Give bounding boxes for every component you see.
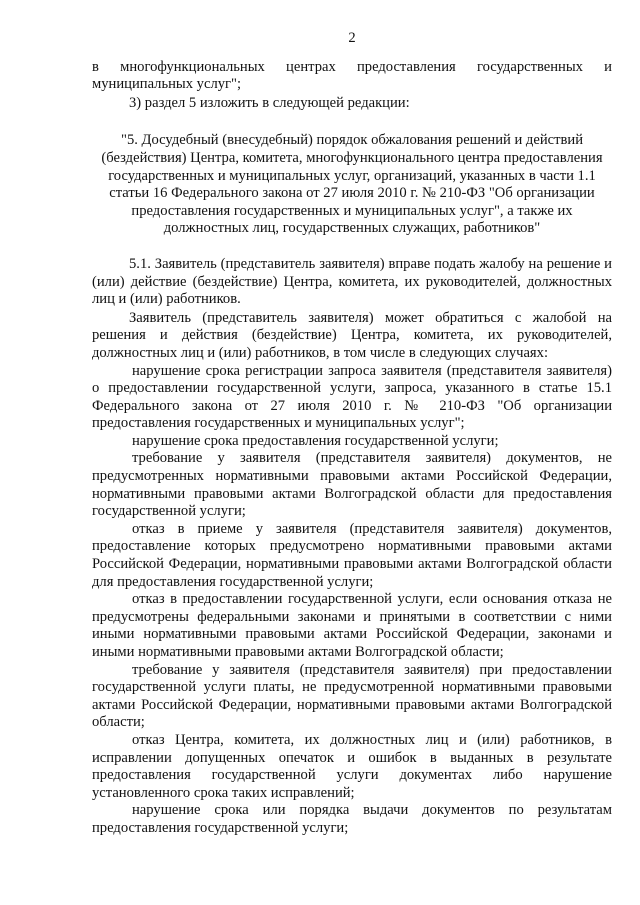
paragraph-complaint-cases: Заявитель (представитель заявителя) может обратиться с жалобой на решения и действия (бездействие) Центра, комитета, их руководителей, должностных лиц и (или) работников, в том числе в следующих случаях: [92,309,612,361]
page-number: 2 [348,30,356,46]
section-heading: "5. Досудебный (внесудебный) порядок обжалования решений и действий (бездействия) Центра, комитета, многофункционального центра предоставления государственных и муниципальных услуг, организаций, указанных в части 1.1 статьи 16 Федерального закона от 27 июля 2010 г. № 210-ФЗ "Об организации предоставления государственных и муниципальных услуг", а также их должностных лиц, государственных служащих, работников" [101,132,603,237]
paragraph-5-1: 5.1. Заявитель (представитель заявителя) вправе подать жалобу на решение и (или) действие (бездействие) Центра, комитета, их руководителей, должностных лиц и (или) работников. [92,255,612,308]
paragraph-case-refusal-acceptance: отказ в приеме у заявителя (представителя заявителя) документов, предоставление которых предусмотрено нормативными правовыми актами Российской Федерации, нормативными правовыми актами Волгоградской области для предоставления государственной услуги; [92,520,612,590]
intro-line: в многофункциональных центрах предоставления государственных и муниципальных услуг"; [92,58,612,93]
paragraph-case-registration: нарушение срока регистрации запроса заявителя (представителя заявителя) о предоставлении государственной услуги, запроса, указанного в статье 15.1 Федерального закона от 27 июля 2010 г. № 210-ФЗ "Об организации предоставления государственных и муниципальных услуг"; [92,362,612,432]
paragraph-case-issuance: нарушение срока или порядка выдачи документов по результатам предоставления государственной услуги; [92,802,612,836]
amendment-line: 3) раздел 5 изложить в следующей редакции: [129,94,410,111]
paragraph-case-documents: требование у заявителя (представителя заявителя) документов, не предусмотренных нормативными правовыми актами Российской Федерации, нормативными правовыми актами Волгоградской области для предоставления государственной услуги; [92,450,612,520]
paragraph-case-fee: требование у заявителя (представителя заявителя) при предоставлении государственной услуги платы, не предусмотренной нормативными правовыми актами Российской Федерации, нормативными правовыми актами Волгоградской области; [92,661,612,731]
paragraph-case-deadline: нарушение срока предоставления государственной услуги; [132,432,499,449]
paragraph-case-corrections: отказ Центра, комитета, их должностных лиц и (или) работников, в исправлении допущенных опечаток и ошибок в выданных в результате предоставления государственной услуги документах либо нарушение установленного срока таких исправлений; [92,731,612,801]
paragraph-case-refusal-service: отказ в предоставлении государственной услуги, если основания отказа не предусмотрены федеральными законами и принятыми в соответствии с ними иными нормативными правовыми актами Российской Федерации, законами и иными нормативными правовыми актами Волгоградской области; [92,591,612,660]
